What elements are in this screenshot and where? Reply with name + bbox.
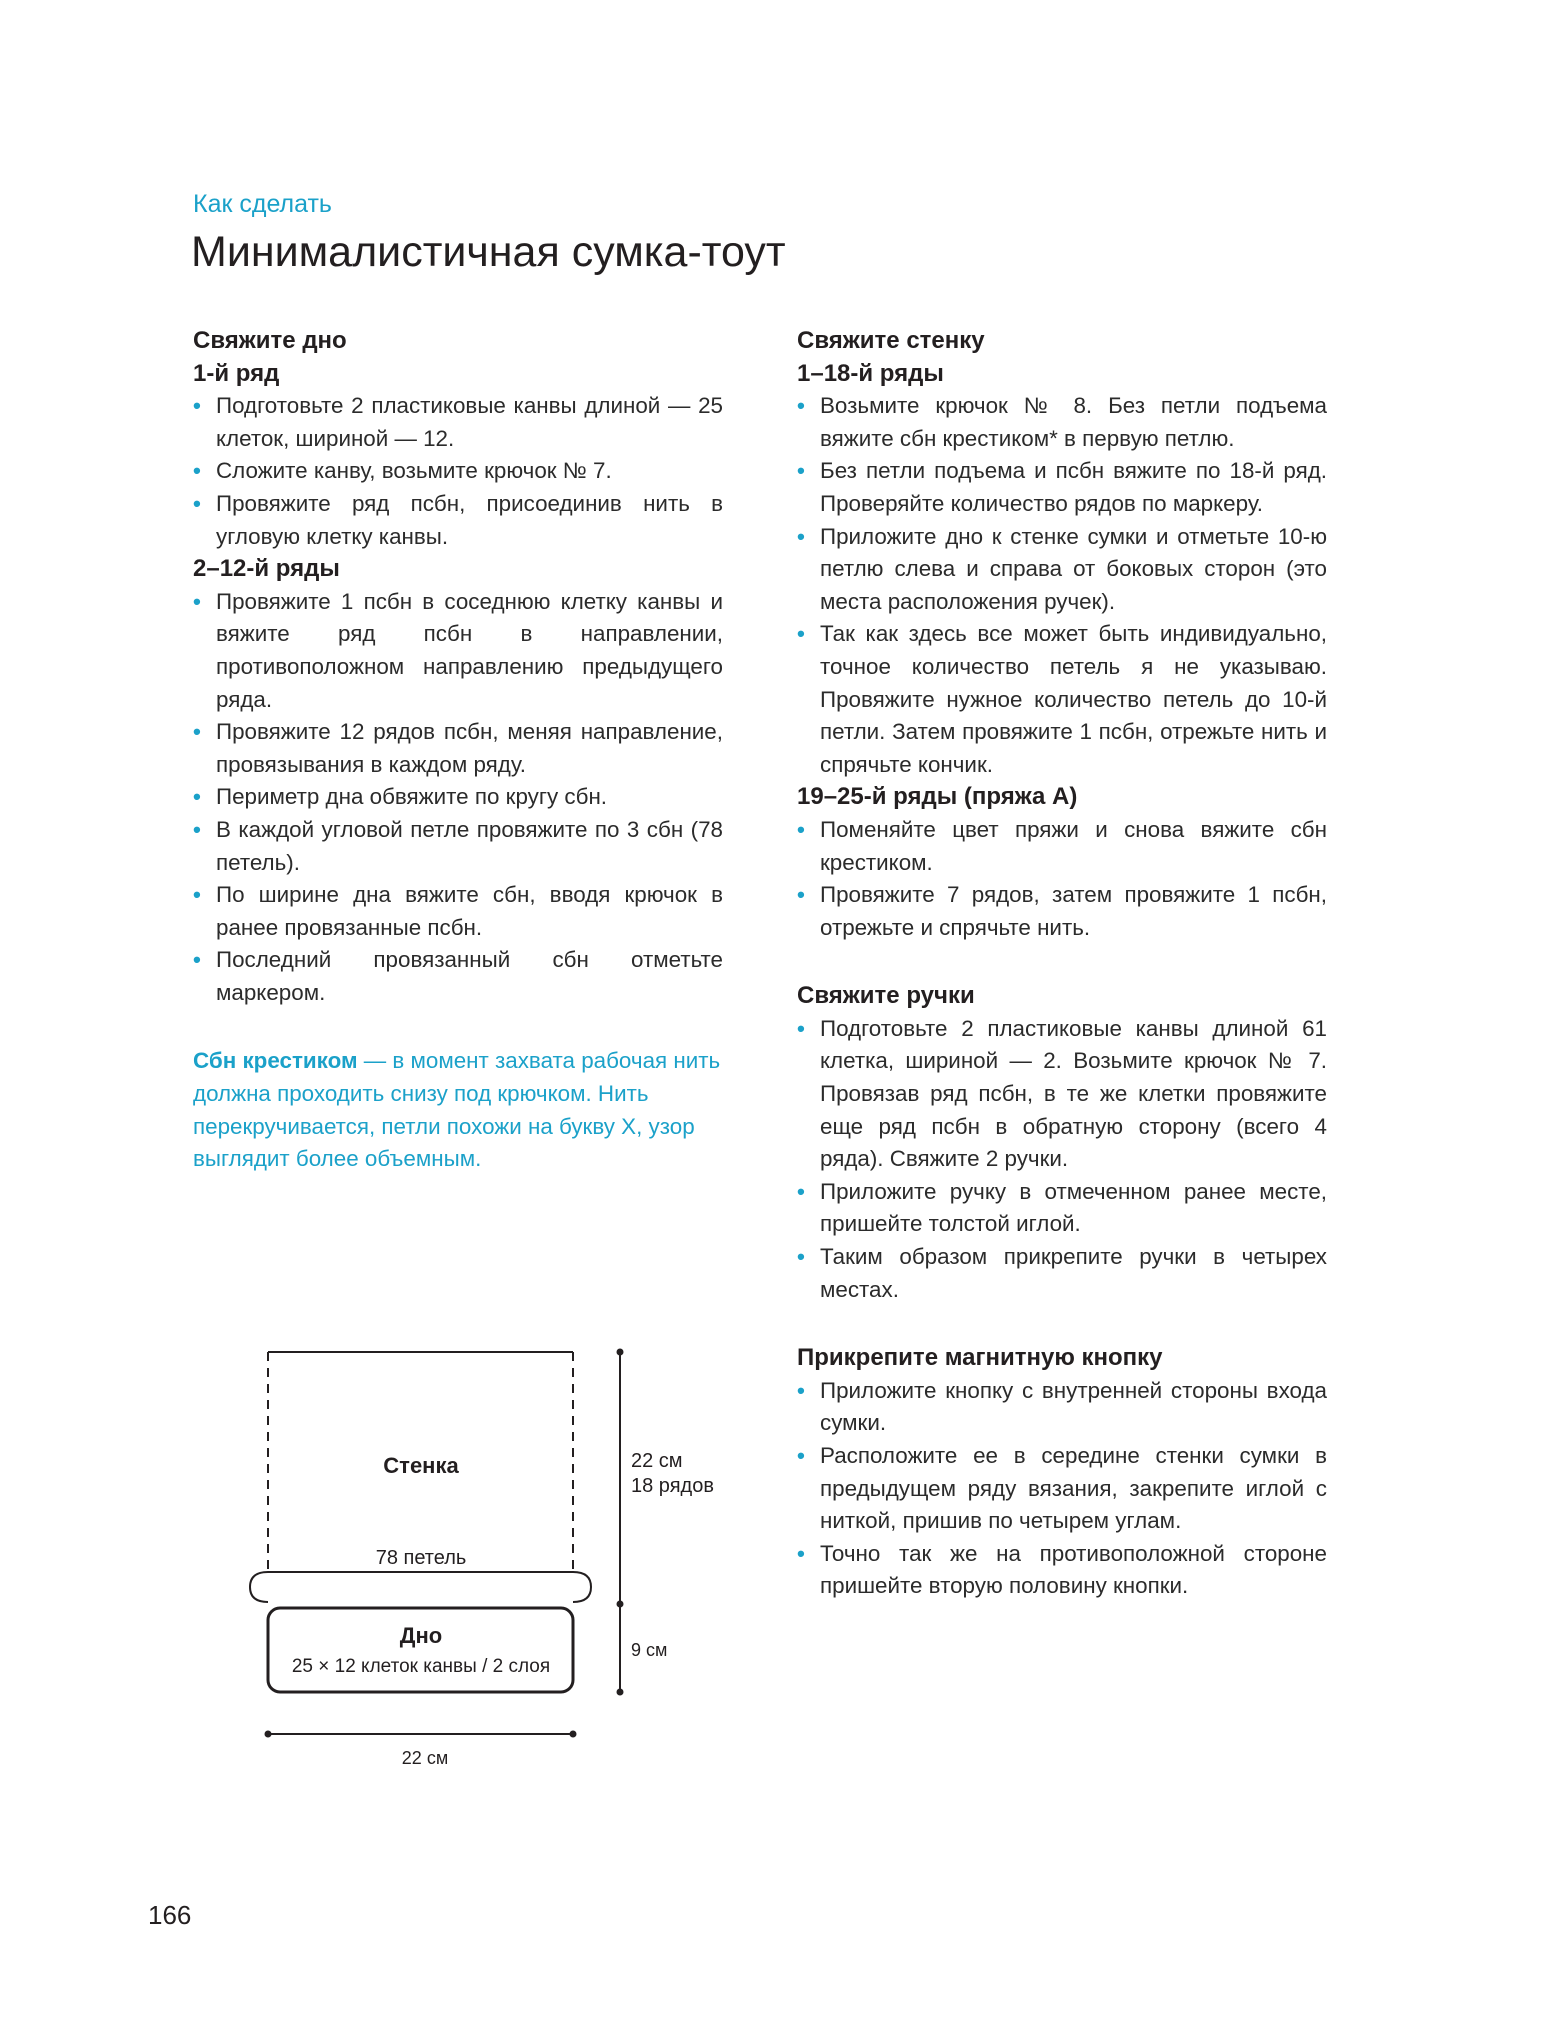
- bottom-label: Дно: [399, 1623, 443, 1648]
- section-heading: Свяжите ручки: [797, 982, 975, 1010]
- dim-dot: [617, 1601, 624, 1608]
- list-item: • Сложите канву, возьмите крючок № 7.: [193, 455, 723, 488]
- dim-dot: [265, 1731, 272, 1738]
- bullet-icon: •: [193, 458, 201, 484]
- bullet-icon: •: [193, 588, 201, 614]
- bullet-icon: •: [193, 719, 201, 745]
- loops-label: 78 петель: [375, 1547, 467, 1569]
- bottom-height-label: 9 см: [631, 1640, 668, 1660]
- bullet-icon: •: [193, 816, 201, 842]
- list-item: • По ширине дна вяжите сбн, вводя крючок в ранее провязанные псбн.: [193, 879, 723, 944]
- bullet-icon: •: [797, 393, 805, 419]
- stitch-note: [193, 1045, 723, 1175]
- bullet-icon: •: [797, 816, 805, 842]
- join-band-right: [573, 1572, 591, 1602]
- dim-dot: [617, 1689, 624, 1696]
- bullet-icon: •: [797, 1443, 805, 1468]
- left-column: [193, 325, 723, 1176]
- bag-schematic-diagram: [230, 1340, 750, 1780]
- bullet-icon: •: [193, 947, 201, 973]
- note-text: — в момент захвата рабочая нить должна проходить снизу под крючком. Нить перекручивается, петли похожи на букву Х, узор выглядит более объемным.: [193, 1048, 721, 1172]
- list-item: • Так как здесь все может быть индивидуально, точное количество петель я не указываю. Провяжите нужное количество петель до 10-й петли. Затем провяжите 1 псбн, отрежьте нить и спрячьте кончик.: [797, 618, 1327, 781]
- bottom-detail-label: 25 × 12 клеток канвы / 2 слоя: [291, 1656, 551, 1677]
- right-column: [797, 325, 1327, 1639]
- magnet-section: [797, 1342, 1327, 1603]
- bullet-list: [797, 390, 1327, 781]
- bullet-icon: •: [797, 458, 805, 484]
- list-item: • В каждой угловой петле провяжите по 3 сбн (78 петель).: [193, 814, 723, 879]
- list-item: • Провяжите 1 псбн в соседнюю клетку канвы и вяжите ряд псбн в направлении, противоположном направлению предыдущего ряда.: [193, 586, 723, 716]
- list-item: • Провяжите 12 рядов псбн, меняя направление, провязывания в каждом ряду.: [193, 716, 723, 781]
- page-number: 166: [148, 1900, 192, 1930]
- handles-section: [797, 980, 1327, 1306]
- bullet-icon: •: [797, 1540, 805, 1566]
- wall-height-cm-label: 22 см: [631, 1450, 683, 1472]
- bottom-box: [268, 1608, 573, 1692]
- dim-dot: [617, 1349, 624, 1356]
- bullet-list: [797, 814, 1327, 944]
- section-heading: Свяжите стенку: [797, 327, 985, 354]
- bullet-icon: •: [797, 1015, 805, 1041]
- list-item: • Подготовьте 2 пластиковые канвы длиной 61 клетка, шириной — 2. Возьмите крючок № 7. Провязав ряд псбн, в те же клетки провяжите еще ряд псбн в обратную сторону (всего 4 ряда). Свяжите 2 ручки.: [797, 1013, 1327, 1176]
- list-item: • Приложите кнопку с внутренней стороны входа сумки.: [797, 1375, 1327, 1440]
- bullet-icon: •: [797, 523, 805, 549]
- list-item: • Последний провязанный сбн отметьте маркером.: [193, 944, 723, 1009]
- list-item: • Провяжите 7 рядов, затем провяжите 1 псбн, отрежьте и спрячьте нить.: [797, 879, 1327, 944]
- bullet-icon: •: [797, 621, 805, 647]
- bullet-icon: •: [193, 490, 201, 516]
- list-item: • Точно так же на противоположной стороне пришейте вторую половину кнопки.: [797, 1538, 1327, 1603]
- row-label: 19–25-й ряды (пряжа А): [797, 783, 1078, 811]
- dim-dot: [570, 1731, 577, 1738]
- section-kicker: Как сделать: [193, 190, 332, 218]
- bullet-icon: •: [797, 1244, 805, 1270]
- section-heading: Прикрепите магнитную кнопку: [797, 1344, 1163, 1372]
- bullet-icon: •: [797, 882, 805, 908]
- bullet-list: [797, 1375, 1327, 1603]
- list-item: • Подготовьте 2 пластиковые канвы длиной — 25 клеток, шириной — 12.: [193, 390, 723, 455]
- bullet-list: [193, 586, 723, 1010]
- width-label: 22 см: [401, 1748, 449, 1768]
- note-term: Сбн крестиком: [193, 1048, 358, 1074]
- wall-height-rows-label: 18 рядов: [631, 1475, 714, 1497]
- bottom-section: [193, 325, 723, 1009]
- list-item: • Без петли подъема и псбн вяжите по 18-й ряд. Проверяйте количество рядов по маркеру.: [797, 455, 1327, 520]
- bullet-icon: •: [193, 393, 201, 419]
- bullet-icon: •: [797, 1178, 805, 1204]
- section-heading: Свяжите дно: [193, 327, 347, 354]
- list-item: • Возьмите крючок № 8. Без петли подъема вяжите сбн крестиком* в первую петлю.: [797, 390, 1327, 455]
- bullet-icon: •: [193, 784, 201, 810]
- list-item: • Периметр дна обвяжите по кругу сбн.: [193, 781, 723, 814]
- row-label: 1-й ряд: [193, 359, 280, 387]
- bullet-icon: •: [193, 882, 201, 908]
- row-label: 2–12-й ряды: [193, 555, 340, 583]
- wall-section: [797, 325, 1327, 944]
- list-item: • Расположите ее в середине стенки сумки в предыдущем ряду вязания, закрепите иглой с ниткой, пришив по четырем углам.: [797, 1440, 1327, 1538]
- list-item: • Приложите дно к стенке сумки и отметьте 10-ю петлю слева и справа от боковых сторон (это места расположения ручек).: [797, 521, 1327, 619]
- list-item: • Провяжите ряд псбн, присоединив нить в угловую клетку канвы.: [193, 488, 723, 553]
- list-item: • Приложите ручку в отмеченном ранее месте, пришейте толстой иглой.: [797, 1176, 1327, 1241]
- bullet-list: [193, 390, 723, 553]
- wall-label: Стенка: [383, 1453, 459, 1478]
- bullet-icon: •: [797, 1377, 805, 1403]
- page-title: Минималистичная сумка-тоут: [191, 228, 786, 276]
- bullet-list: [797, 1013, 1327, 1306]
- list-item: • Поменяйте цвет пряжи и снова вяжите сбн крестиком.: [797, 814, 1327, 879]
- join-band-left: [250, 1572, 268, 1602]
- list-item: • Таким образом прикрепите ручки в четырех местах.: [797, 1241, 1327, 1306]
- row-label: 1–18-й ряды: [797, 359, 944, 387]
